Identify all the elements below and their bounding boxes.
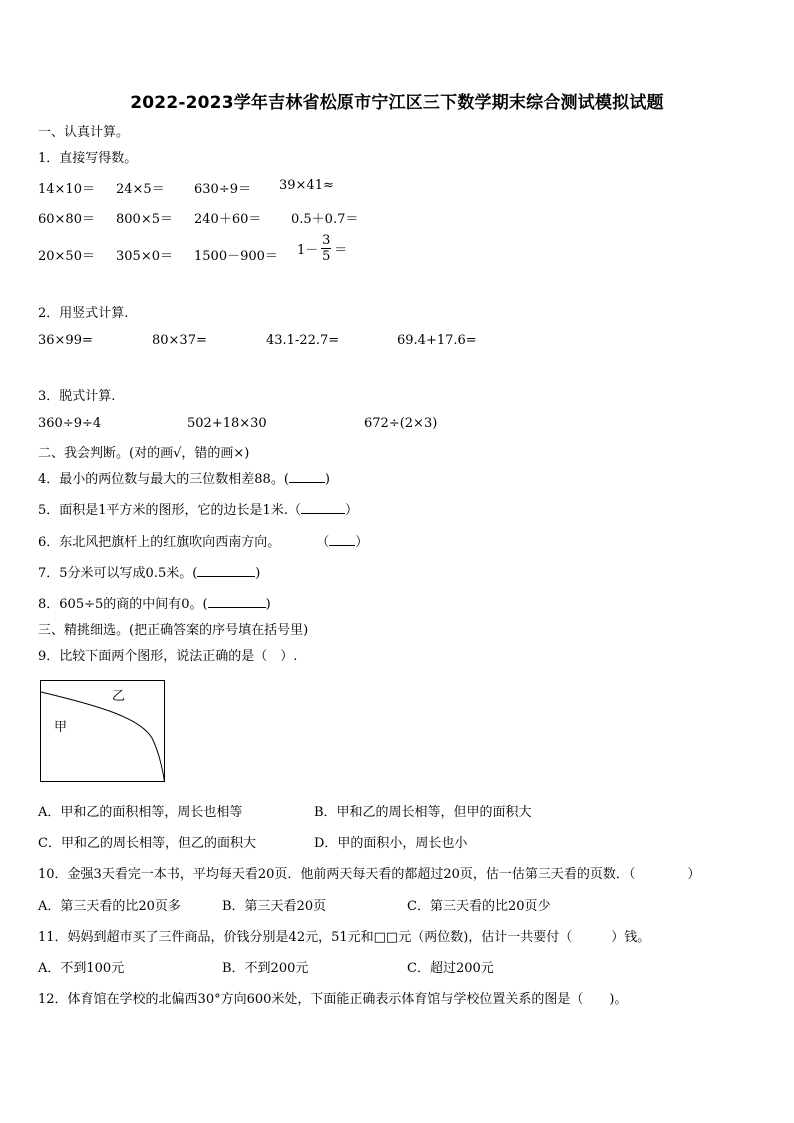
question-text: 4．最小的两位数与最大的三位数相差88。( [38,472,289,487]
calc-item: 1500－900＝ [194,249,278,264]
calc-item: 360÷9÷4 [38,416,102,431]
page-title: 2022-2023学年吉林省松原市宁江区三下数学期末综合测试模拟试题 [130,93,664,113]
calc-item: 240＋60＝ [194,212,262,227]
question-8 [38,593,271,612]
shape-comparison-figure [40,680,168,788]
section-heading-2: 二、我会判断。(对的画√，错的画×) [38,446,250,461]
option-b[interactable]: B．第三天看20页 [222,899,327,914]
question-close: ） [344,503,358,518]
answer-blank[interactable] [197,564,255,577]
option-c[interactable]: C．甲和乙的周长相等，但乙的面积大 [38,836,256,851]
calc-item: 630÷9＝ [194,182,251,197]
option-c[interactable]: C．第三天看的比20页少 [407,899,551,914]
calc-item: 672÷(2×3) [364,416,438,431]
option-c[interactable]: C．超过200元 [407,961,494,976]
label-yi: 乙 [112,689,126,704]
question-4 [38,468,330,487]
question-text: 6．东北风把旗杆上的红旗吹向西南方向。 [38,535,281,550]
fraction-suffix: ＝ [334,243,348,258]
label-jia: 甲 [54,720,68,735]
question-close: ) [265,597,271,612]
calc-item: 43.1-22.7= [266,333,340,348]
question-10: 10．金强3天看完一本书，平均每天看20页．他前两天每天看的都超过20页，估一估第三天看的页数．（ ） [38,867,701,882]
question-5 [38,499,358,518]
fraction [321,233,331,264]
question-9: 9．比较下面两个图形，说法正确的是（ ）. [38,649,298,664]
fraction-prefix: 1－ [297,243,319,258]
calc-item: 39×41≈ [279,178,334,193]
question-close: ) [324,472,330,487]
option-a[interactable]: A．第三天看的比20页多 [38,899,181,914]
calc-item: 69.4+17.6= [397,333,477,348]
question-close: ) [255,566,261,581]
answer-blank[interactable] [208,595,266,608]
square-divided-by-curve [40,680,168,784]
question-1-label: 1．直接写得数。 [38,151,138,166]
calc-item: 0.5＋0.7＝ [291,212,359,227]
calc-item: 502+18×30 [187,416,267,431]
section-heading-3: 三、精挑细选。(把正确答案的序号填在括号里) [38,623,309,638]
question-2-label: 2．用竖式计算. [38,306,129,321]
calc-item: 36×99= [38,333,93,348]
question-text: 5．面积是1平方米的图形，它的边长是1米.（ [38,503,301,518]
answer-blank[interactable] [301,501,345,514]
question-text: 8．605÷5的商的中间有0。( [38,597,208,612]
question-open: （ [316,535,330,550]
question-text: 7．5分米可以写成0.5米。( [38,566,198,581]
fraction-denominator: 5 [322,249,331,264]
option-d[interactable]: D．甲的面积小，周长也小 [314,836,468,851]
option-a[interactable]: A．甲和乙的面积相等，周长也相等 [38,805,243,820]
fraction-numerator: 3 [322,233,331,248]
calc-item: 24×5＝ [116,182,165,197]
calc-item: 60×80＝ [38,212,95,227]
question-12: 12．体育馆在学校的北偏西30°方向600米处，下面能正确表示体育馆与学校位置关系的图是（ )。 [38,992,628,1007]
section-heading-1: 一、认真计算。 [38,125,130,140]
question-7 [38,562,260,581]
answer-blank[interactable] [329,533,355,546]
question-3-label: 3．脱式计算. [38,389,116,404]
calc-item: 800×5＝ [116,212,173,227]
question-6 [38,531,368,550]
calc-item: 80×37= [152,333,207,348]
option-b[interactable]: B．甲和乙的周长相等，但甲的面积大 [314,805,532,820]
fraction-expression [297,233,347,264]
question-close: ） [355,535,369,550]
calc-item: 14×10＝ [38,182,95,197]
calc-item: 305×0＝ [116,249,173,264]
answer-blank[interactable] [289,470,325,483]
option-b[interactable]: B．不到200元 [222,961,309,976]
option-a[interactable]: A．不到100元 [38,961,125,976]
calc-item: 20×50＝ [38,249,95,264]
question-11: 11．妈妈到超市买了三件商品，价钱分别是42元，51元和□□元（两位数)，估计一共要付（ ）钱。 [38,930,651,945]
